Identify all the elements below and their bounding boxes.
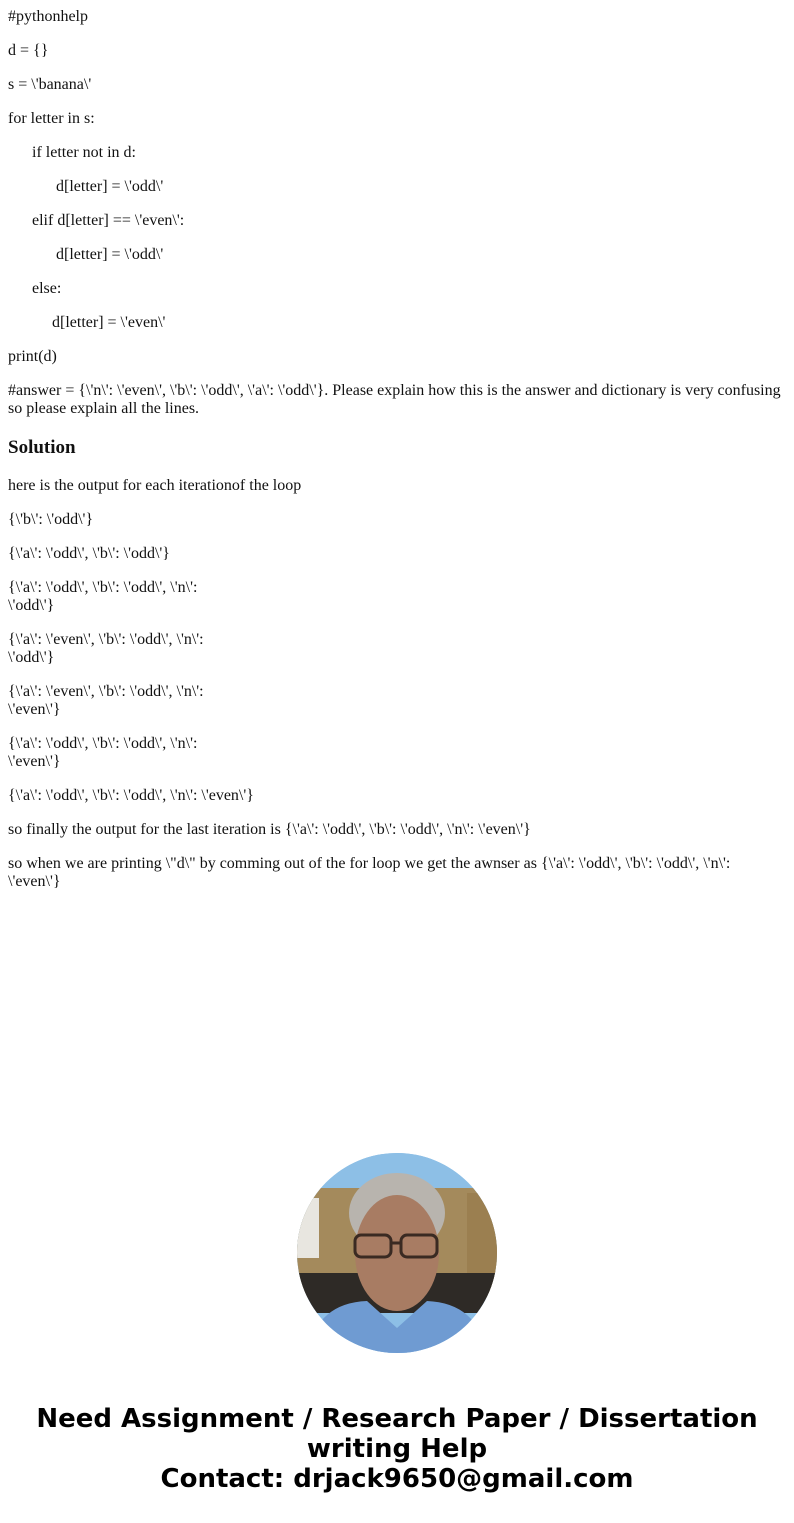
code-line: elif d[letter] == \'even\': xyxy=(32,212,185,229)
iteration-output: {\'a\': \'odd\', \'b\': \'odd\', \'n\': \'even\'} xyxy=(8,787,254,804)
iteration-output: {\'a\': \'even\', \'b\': \'odd\', \'n\': \'odd\'} xyxy=(8,631,208,666)
footer-line-2: writing Help xyxy=(306,1434,488,1464)
iteration-output: {\'a\': \'odd\', \'b\': \'odd\'} xyxy=(8,545,170,562)
author-avatar xyxy=(297,1153,497,1353)
code-line: d[letter] = \'odd\' xyxy=(56,178,164,195)
footer-contact: Contact: drjack9650@gmail.com xyxy=(160,1464,634,1494)
iteration-output: {\'b\': \'odd\'} xyxy=(8,511,94,528)
footer-line-1: Need Assignment / Research Paper / Dissertation xyxy=(36,1404,758,1434)
code-line: d = {} xyxy=(8,42,49,59)
iteration-output: {\'a\': \'even\', \'b\': \'odd\', \'n\': \'even\'} xyxy=(8,683,208,718)
iteration-output: {\'a\': \'odd\', \'b\': \'odd\', \'n\': \'odd\'} xyxy=(8,579,202,614)
code-line: d[letter] = \'even\' xyxy=(52,314,166,331)
code-line: s = \'banana\' xyxy=(8,76,92,93)
solution-intro: here is the output for each iterationof the loop xyxy=(8,477,302,494)
conclusion-line: so when we are printing \"d\" by comming out of the for loop we get the awnser as {\'a\': \'odd\', \'b\': \'odd\', \'n\': \'even\'} xyxy=(8,855,735,890)
code-line: if letter not in d: xyxy=(32,144,136,161)
code-line: print(d) xyxy=(8,348,57,365)
code-line: for letter in s: xyxy=(8,110,95,127)
code-line: #pythonhelp xyxy=(8,8,88,25)
footer-banner xyxy=(0,1404,794,1494)
final-output-line: so finally the output for the last iteration is {\'a\': \'odd\', \'b\': \'odd\', \'n\': \'even\'} xyxy=(8,821,531,838)
code-line: else: xyxy=(32,280,62,297)
answer-note: #answer = {\'n\': \'even\', \'b\': \'odd\', \'a\': \'odd\'}. Please explain how this is the answer and dictionary is very confusing so please explain all the lines. xyxy=(8,382,785,417)
iteration-output: {\'a\': \'odd\', \'b\': \'odd\', \'n\': \'even\'} xyxy=(8,735,202,770)
author-photo-icon xyxy=(297,1153,497,1353)
solution-heading: Solution xyxy=(8,437,76,458)
code-line: d[letter] = \'odd\' xyxy=(56,246,164,263)
